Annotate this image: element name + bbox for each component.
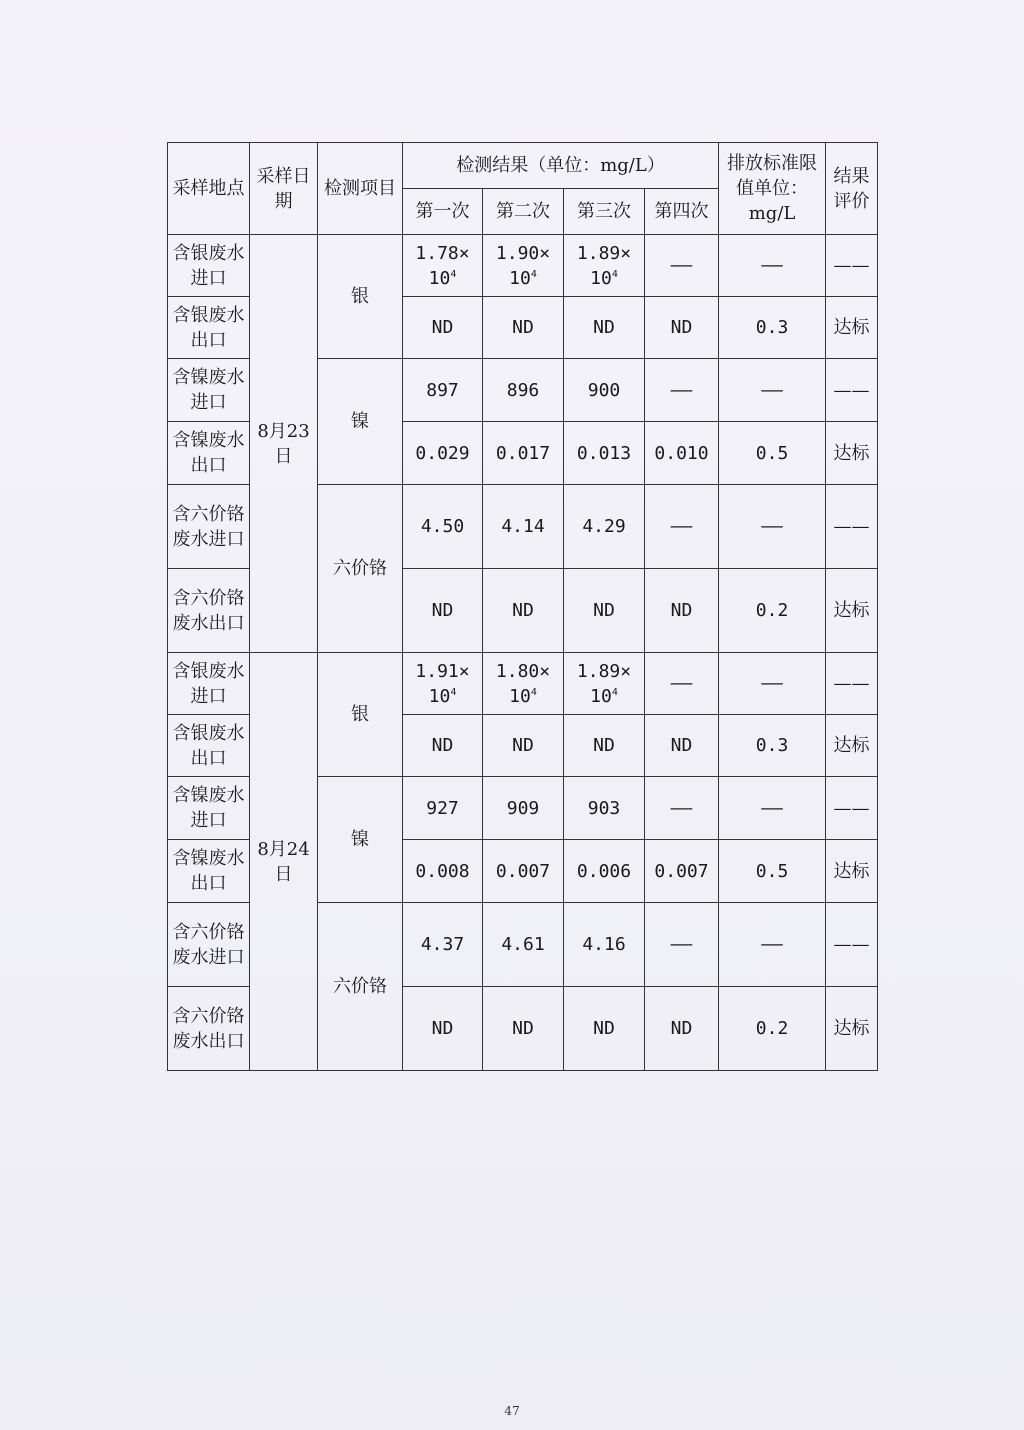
test-item-cell: 镍: [318, 777, 403, 903]
result-value-cell: [403, 653, 483, 715]
result-value-cell: 0.008: [403, 840, 483, 903]
result-value-cell: ——: [645, 359, 719, 422]
evaluation-cell: ——: [826, 235, 878, 297]
limit-value-cell: 0.5: [719, 422, 826, 485]
evaluation-cell: 达标: [826, 422, 878, 485]
test-item-cell: 镍: [318, 359, 403, 485]
result-value-cell: ND: [403, 715, 483, 777]
header-item: 检测项目: [318, 143, 403, 235]
result-value-cell: ——: [645, 653, 719, 715]
sampling-site-cell: 含镍废水出口: [168, 840, 250, 903]
header-date: 采样日期: [250, 143, 318, 235]
evaluation-cell: 达标: [826, 297, 878, 359]
exponent: 4: [450, 268, 457, 280]
result-value-cell: ——: [645, 777, 719, 840]
result-value-cell: ND: [645, 715, 719, 777]
exponent-base: 10: [428, 267, 451, 289]
evaluation-cell: ——: [826, 777, 878, 840]
sampling-site-cell: 含六价铬废水进口: [168, 485, 250, 569]
result-value-cell: 4.16: [564, 903, 645, 987]
exponent: 4: [611, 686, 618, 698]
result-value-cell: 4.14: [483, 485, 564, 569]
mantissa: 1.91×: [415, 660, 470, 682]
result-value-cell: 4.61: [483, 903, 564, 987]
sampling-site-cell: 含镍废水出口: [168, 422, 250, 485]
table-row: [168, 653, 878, 715]
exponent: 4: [530, 686, 537, 698]
exponent: 4: [530, 268, 537, 280]
sampling-site-cell: 含银废水进口: [168, 653, 250, 715]
evaluation-cell: ——: [826, 359, 878, 422]
sampling-date-cell: 8月24日: [250, 653, 318, 1071]
result-value-cell: ND: [645, 987, 719, 1071]
sampling-site-cell: 含六价铬废水进口: [168, 903, 250, 987]
result-value-cell: [564, 653, 645, 715]
exponent-base: 10: [509, 267, 531, 289]
exponent-base: 10: [590, 685, 612, 707]
mantissa: 1.80×: [495, 660, 551, 682]
exponent-base: 10: [428, 685, 451, 707]
evaluation-cell: 达标: [826, 987, 878, 1071]
limit-value-cell: ——: [719, 485, 826, 569]
result-value-cell: ND: [403, 987, 483, 1071]
result-value-cell: ——: [645, 903, 719, 987]
sampling-site-cell: 含六价铬废水出口: [168, 987, 250, 1071]
evaluation-cell: ——: [826, 653, 878, 715]
limit-value-cell: 0.2: [719, 987, 826, 1071]
test-item-cell: 银: [318, 235, 403, 359]
result-value-cell: ND: [483, 569, 564, 653]
sampling-site-cell: 含六价铬废水出口: [168, 569, 250, 653]
limit-value-cell: ——: [719, 359, 826, 422]
result-value-cell: 4.29: [564, 485, 645, 569]
limit-value-cell: ——: [719, 903, 826, 987]
sampling-date-cell: 8月23日: [250, 235, 318, 653]
result-value-cell: [403, 235, 483, 297]
evaluation-cell: 达标: [826, 840, 878, 903]
result-value-cell: ND: [564, 569, 645, 653]
result-value-cell: 0.007: [645, 840, 719, 903]
result-value-cell: ND: [564, 987, 645, 1071]
sampling-site-cell: 含镍废水进口: [168, 777, 250, 840]
result-value-cell: 4.37: [403, 903, 483, 987]
result-value-cell: 0.013: [564, 422, 645, 485]
result-value-cell: ND: [564, 715, 645, 777]
result-value-cell: 0.007: [483, 840, 564, 903]
limit-value-cell: ——: [719, 777, 826, 840]
evaluation-cell: ——: [826, 485, 878, 569]
sampling-site-cell: 含镍废水进口: [168, 359, 250, 422]
result-value-cell: 0.029: [403, 422, 483, 485]
mantissa: 1.89×: [576, 242, 632, 264]
page-number: 47: [504, 1404, 520, 1418]
header-first: 第一次: [403, 189, 483, 235]
limit-value-cell: ——: [719, 653, 826, 715]
table-body: [168, 235, 878, 1071]
limit-value-cell: 0.3: [719, 715, 826, 777]
result-value-cell: ND: [403, 297, 483, 359]
exponent: 4: [450, 686, 457, 698]
result-value-cell: ND: [403, 569, 483, 653]
table-row: [168, 235, 878, 297]
limit-value-cell: 0.5: [719, 840, 826, 903]
evaluation-cell: ——: [826, 903, 878, 987]
result-value-cell: 903: [564, 777, 645, 840]
exponent-base: 10: [509, 685, 531, 707]
limit-value-cell: 0.3: [719, 297, 826, 359]
result-value-cell: [483, 235, 564, 297]
exponent-base: 10: [590, 267, 612, 289]
sampling-site-cell: 含银废水出口: [168, 715, 250, 777]
header-fourth: 第四次: [645, 189, 719, 235]
exponent: 4: [611, 268, 618, 280]
header-second: 第二次: [483, 189, 564, 235]
result-value-cell: 4.50: [403, 485, 483, 569]
result-value-cell: [483, 653, 564, 715]
header-third: 第三次: [564, 189, 645, 235]
result-value-cell: 0.017: [483, 422, 564, 485]
result-value-cell: ND: [483, 715, 564, 777]
header-evaluation: 结果评价: [826, 143, 878, 235]
result-value-cell: ND: [564, 297, 645, 359]
result-value-cell: 897: [403, 359, 483, 422]
result-value-cell: 927: [403, 777, 483, 840]
result-value-cell: 0.006: [564, 840, 645, 903]
evaluation-cell: 达标: [826, 569, 878, 653]
result-value-cell: ND: [645, 569, 719, 653]
result-value-cell: ND: [483, 297, 564, 359]
limit-value-cell: 0.2: [719, 569, 826, 653]
limit-value-cell: ——: [719, 235, 826, 297]
mantissa: 1.78×: [415, 242, 470, 264]
mantissa: 1.89×: [576, 660, 632, 682]
header-results: 检测结果（单位：mg/L）: [403, 143, 719, 189]
result-value-cell: 900: [564, 359, 645, 422]
test-item-cell: 银: [318, 653, 403, 777]
evaluation-cell: 达标: [826, 715, 878, 777]
header-row-1: [168, 143, 878, 189]
sampling-site-cell: 含银废水进口: [168, 235, 250, 297]
test-item-cell: 六价铬: [318, 485, 403, 653]
result-value-cell: 896: [483, 359, 564, 422]
test-item-cell: 六价铬: [318, 903, 403, 1071]
mantissa: 1.90×: [495, 242, 551, 264]
result-value-cell: ——: [645, 485, 719, 569]
result-value-cell: 0.010: [645, 422, 719, 485]
monitoring-results-table: [167, 142, 878, 1071]
header-site: 采样地点: [168, 143, 250, 235]
result-value-cell: ND: [645, 297, 719, 359]
result-value-cell: ND: [483, 987, 564, 1071]
result-value-cell: 909: [483, 777, 564, 840]
result-value-cell: [564, 235, 645, 297]
sampling-site-cell: 含银废水出口: [168, 297, 250, 359]
header-limit: 排放标准限值单位：mg/L: [719, 143, 826, 235]
result-value-cell: ——: [645, 235, 719, 297]
